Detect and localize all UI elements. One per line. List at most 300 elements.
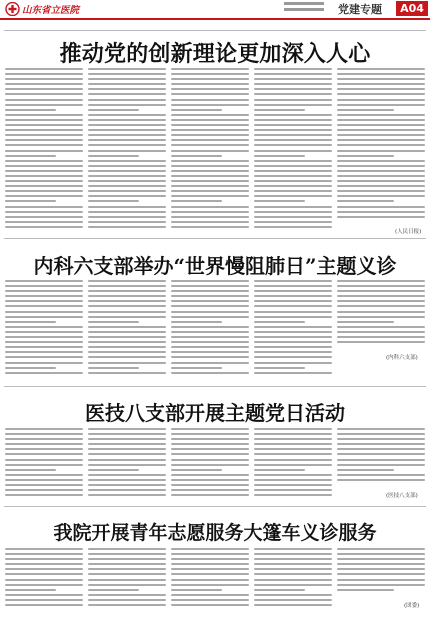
text-line	[171, 150, 249, 152]
text-line	[337, 568, 425, 570]
text-line	[254, 494, 332, 496]
article-1-column-5	[337, 68, 425, 226]
text-line	[88, 453, 166, 455]
text-line	[337, 563, 425, 565]
text-line	[254, 160, 332, 162]
text-line	[254, 195, 332, 197]
text-line	[254, 109, 305, 111]
text-line	[171, 558, 249, 560]
text-line	[88, 144, 166, 146]
text-line	[254, 119, 332, 121]
text-line	[337, 311, 425, 313]
text-line	[5, 180, 83, 182]
text-line	[337, 433, 425, 435]
text-line	[5, 216, 83, 218]
text-line	[337, 88, 425, 90]
text-line	[88, 372, 166, 374]
text-line	[5, 459, 83, 461]
text-line	[171, 372, 249, 374]
text-line	[88, 73, 166, 75]
text-line	[171, 464, 249, 466]
text-line	[254, 114, 332, 116]
text-line	[5, 211, 83, 213]
text-line	[5, 599, 83, 601]
text-line	[254, 356, 332, 358]
text-line	[171, 448, 249, 450]
text-line	[254, 489, 332, 491]
text-line	[254, 73, 332, 75]
text-line	[171, 226, 249, 228]
text-line	[5, 316, 83, 318]
text-line	[254, 351, 332, 353]
text-line	[254, 190, 332, 192]
text-line	[171, 295, 249, 297]
text-line	[5, 285, 83, 287]
text-line	[88, 474, 166, 476]
text-line	[5, 351, 83, 353]
text-line	[254, 155, 305, 157]
text-line	[337, 134, 425, 136]
text-line	[88, 170, 166, 172]
text-line	[337, 165, 425, 167]
text-line	[171, 300, 249, 302]
text-line	[337, 144, 425, 146]
text-line	[337, 584, 425, 586]
text-line	[254, 88, 332, 90]
text-line	[88, 321, 139, 323]
text-line	[254, 175, 332, 177]
text-line	[337, 104, 425, 106]
text-line	[337, 195, 425, 197]
issue-editor-line	[284, 8, 324, 14]
text-line	[5, 573, 83, 575]
text-line	[171, 160, 249, 162]
text-line	[254, 433, 332, 435]
text-line	[337, 464, 425, 466]
text-line	[5, 558, 83, 560]
text-line	[88, 185, 166, 187]
text-line	[337, 453, 425, 455]
text-line	[171, 311, 249, 313]
text-line	[5, 150, 83, 152]
text-line	[171, 195, 249, 197]
text-line	[254, 211, 332, 213]
text-line	[5, 568, 83, 570]
text-line	[254, 316, 332, 318]
text-line	[254, 584, 332, 586]
text-line	[254, 563, 332, 565]
text-line	[88, 459, 166, 461]
text-line	[171, 351, 249, 353]
page-number: A04	[400, 2, 424, 15]
text-line	[88, 331, 166, 333]
text-line	[171, 433, 249, 435]
text-line	[254, 226, 332, 228]
text-line	[171, 119, 249, 121]
text-line	[254, 589, 305, 591]
text-line	[171, 469, 222, 471]
text-line	[88, 573, 166, 575]
text-line	[337, 200, 394, 202]
text-line	[5, 589, 56, 591]
text-line	[88, 119, 166, 121]
article-3-column-3	[171, 428, 249, 500]
text-line	[5, 464, 83, 466]
text-line	[337, 553, 425, 555]
text-line	[88, 351, 166, 353]
text-line	[88, 68, 166, 70]
text-line	[88, 175, 166, 177]
masthead	[0, 0, 430, 18]
text-line	[171, 362, 249, 364]
text-line	[171, 568, 249, 570]
text-line	[171, 68, 249, 70]
text-line	[5, 331, 83, 333]
text-line	[337, 109, 394, 111]
hospital-logo-icon	[4, 2, 21, 16]
text-line	[88, 316, 166, 318]
article-2-column-1	[5, 280, 83, 380]
text-line	[171, 185, 249, 187]
text-line	[5, 362, 83, 364]
article-3-column-4	[254, 428, 332, 500]
text-line	[254, 221, 332, 223]
text-line	[5, 563, 83, 565]
text-line	[254, 372, 332, 374]
text-line	[254, 336, 332, 338]
article-1-byline: (人民日报)	[395, 229, 422, 235]
text-line	[254, 290, 332, 292]
text-line	[5, 88, 83, 90]
text-line	[171, 93, 249, 95]
text-line	[254, 448, 332, 450]
text-line	[5, 428, 83, 430]
text-line	[5, 124, 83, 126]
text-line	[5, 479, 83, 481]
editor-text-placeholder	[284, 8, 324, 12]
text-line	[88, 305, 166, 307]
article-2-column-2	[88, 280, 166, 380]
text-line	[5, 300, 83, 302]
text-line	[254, 300, 332, 302]
article-divider	[4, 386, 426, 387]
text-line	[171, 134, 249, 136]
text-line	[5, 484, 83, 486]
text-line	[88, 195, 166, 197]
text-line	[5, 295, 83, 297]
text-line	[88, 563, 166, 565]
text-line	[254, 280, 332, 282]
text-line	[171, 356, 249, 358]
text-line	[5, 93, 83, 95]
text-line	[337, 573, 425, 575]
article-4-column-1	[5, 548, 83, 614]
text-line	[88, 114, 166, 116]
text-line	[88, 484, 166, 486]
text-line	[5, 68, 83, 70]
text-line	[88, 479, 166, 481]
text-line	[5, 305, 83, 307]
text-line	[171, 326, 249, 328]
text-line	[171, 474, 249, 476]
text-line	[254, 479, 332, 481]
text-line	[171, 285, 249, 287]
text-line	[337, 119, 425, 121]
text-line	[88, 206, 166, 208]
text-line	[337, 211, 425, 213]
text-line	[88, 558, 166, 560]
text-line	[171, 99, 249, 101]
article-3-column-1	[5, 428, 83, 500]
text-line	[171, 180, 249, 182]
text-line	[254, 285, 332, 287]
text-line	[5, 341, 83, 343]
text-line	[88, 433, 166, 435]
text-line	[337, 295, 425, 297]
text-line	[171, 200, 222, 202]
text-line	[337, 216, 425, 218]
text-line	[171, 305, 249, 307]
text-line	[88, 553, 166, 555]
article-4-byline: (团委)	[404, 603, 420, 609]
text-line	[254, 548, 332, 550]
text-line	[254, 474, 332, 476]
masthead-rule	[0, 18, 430, 20]
text-line	[88, 326, 166, 328]
text-line	[171, 604, 249, 606]
text-line	[337, 579, 425, 581]
text-line	[88, 341, 166, 343]
text-line	[254, 484, 332, 486]
text-line	[5, 165, 83, 167]
article-2-column-3	[171, 280, 249, 380]
text-line	[337, 190, 425, 192]
text-line	[5, 336, 83, 338]
text-line	[337, 68, 425, 70]
text-line	[5, 356, 83, 358]
text-line	[88, 78, 166, 80]
text-line	[88, 579, 166, 581]
text-line	[171, 579, 249, 581]
date-text-placeholder	[284, 2, 324, 6]
text-line	[88, 604, 166, 606]
text-line	[5, 200, 56, 202]
text-line	[88, 93, 166, 95]
text-line	[5, 206, 83, 208]
text-line	[171, 104, 249, 106]
text-line	[171, 494, 249, 496]
page-number-badge	[396, 1, 428, 16]
article-4-column-2	[88, 548, 166, 614]
text-line	[88, 362, 166, 364]
text-line	[337, 589, 394, 591]
text-line	[254, 295, 332, 297]
article-1-column-4	[254, 68, 332, 234]
text-line	[171, 584, 249, 586]
text-line	[88, 88, 166, 90]
text-line	[5, 443, 83, 445]
text-line	[5, 226, 83, 228]
text-line	[337, 155, 394, 157]
text-line	[88, 346, 166, 348]
text-line	[171, 346, 249, 348]
text-line	[171, 73, 249, 75]
text-line	[88, 594, 166, 596]
article-headline: 医技八支部开展主题党日活动	[85, 401, 345, 425]
text-line	[5, 73, 83, 75]
text-line	[337, 185, 425, 187]
text-line	[5, 594, 83, 596]
text-line	[5, 160, 83, 162]
paper-name: 山东省立医院	[22, 5, 80, 16]
text-line	[5, 367, 56, 369]
text-line	[88, 311, 166, 313]
article-3-column-5	[337, 428, 425, 488]
text-line	[171, 594, 249, 596]
text-line	[337, 469, 394, 471]
text-line	[254, 331, 332, 333]
text-line	[171, 563, 249, 565]
text-line	[5, 489, 83, 491]
text-line	[171, 599, 249, 601]
text-line	[171, 109, 222, 111]
text-line	[171, 211, 249, 213]
text-line	[254, 185, 332, 187]
text-line	[337, 129, 425, 131]
text-line	[254, 150, 332, 152]
text-line	[337, 321, 394, 323]
text-line	[5, 494, 83, 496]
text-line	[88, 139, 166, 141]
article-1-column-2	[88, 68, 166, 234]
text-line	[5, 185, 83, 187]
text-line	[5, 104, 83, 106]
text-line	[5, 474, 83, 476]
article-2-column-4	[254, 280, 332, 380]
text-line	[171, 170, 249, 172]
article-4-column-3	[171, 548, 249, 614]
text-line	[171, 290, 249, 292]
text-line	[5, 119, 83, 121]
text-line	[337, 160, 425, 162]
text-line	[171, 190, 249, 192]
text-line	[171, 573, 249, 575]
text-line	[337, 180, 425, 182]
article-divider	[4, 30, 426, 31]
text-line	[5, 311, 83, 313]
article-headline: 我院开展青年志愿服务大篷车义诊服务	[53, 522, 377, 544]
text-line	[5, 280, 83, 282]
text-line	[337, 558, 425, 560]
text-line	[88, 129, 166, 131]
text-line	[5, 144, 83, 146]
text-line	[171, 341, 249, 343]
text-line	[254, 367, 305, 369]
text-line	[254, 428, 332, 430]
text-line	[5, 372, 83, 374]
text-line	[254, 305, 332, 307]
text-line	[254, 104, 332, 106]
text-line	[337, 326, 425, 328]
text-line	[5, 433, 83, 435]
text-line	[171, 78, 249, 80]
text-line	[88, 464, 166, 466]
text-line	[88, 290, 166, 292]
text-line	[254, 321, 305, 323]
text-line	[337, 93, 425, 95]
text-line	[171, 139, 249, 141]
text-line	[337, 83, 425, 85]
article-divider	[4, 506, 426, 507]
text-line	[5, 99, 83, 101]
text-line	[337, 99, 425, 101]
article-4-column-4	[254, 548, 332, 614]
text-line	[171, 165, 249, 167]
text-line	[88, 134, 166, 136]
text-line	[337, 78, 425, 80]
text-line	[88, 99, 166, 101]
article-3-byline: (医技八支部)	[386, 493, 418, 499]
text-line	[337, 139, 425, 141]
text-line	[5, 584, 83, 586]
text-line	[337, 548, 425, 550]
text-line	[171, 479, 249, 481]
text-line	[88, 104, 166, 106]
text-line	[5, 469, 56, 471]
text-line	[5, 129, 83, 131]
text-line	[5, 221, 83, 223]
text-line	[5, 290, 83, 292]
text-line	[254, 326, 332, 328]
text-line	[171, 484, 249, 486]
text-line	[88, 438, 166, 440]
text-line	[5, 170, 83, 172]
text-line	[5, 321, 56, 323]
text-line	[337, 428, 425, 430]
text-line	[337, 175, 425, 177]
text-line	[171, 88, 249, 90]
text-line	[171, 114, 249, 116]
text-line	[337, 341, 425, 343]
text-line	[88, 489, 166, 491]
text-line	[5, 453, 83, 455]
text-line	[171, 280, 249, 282]
text-line	[171, 443, 249, 445]
text-line	[254, 200, 305, 202]
text-line	[88, 285, 166, 287]
text-line	[88, 150, 166, 152]
text-line	[254, 438, 332, 440]
text-line	[171, 124, 249, 126]
text-line	[88, 448, 166, 450]
text-line	[337, 170, 425, 172]
text-line	[5, 155, 56, 157]
text-line	[254, 124, 332, 126]
text-line	[337, 150, 425, 152]
text-line	[254, 553, 332, 555]
text-line	[88, 124, 166, 126]
text-line	[254, 144, 332, 146]
text-line	[254, 139, 332, 141]
text-line	[171, 367, 222, 369]
text-line	[254, 170, 332, 172]
text-line	[254, 341, 332, 343]
text-line	[254, 579, 332, 581]
text-line	[88, 428, 166, 430]
text-line	[254, 443, 332, 445]
text-line	[5, 438, 83, 440]
text-line	[337, 438, 425, 440]
